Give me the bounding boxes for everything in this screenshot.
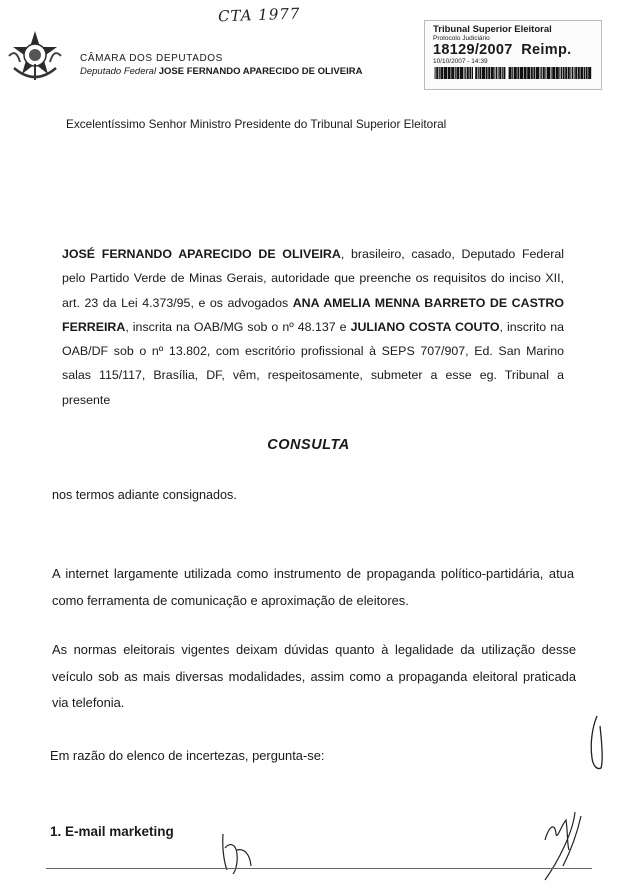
deputy-name: JOSE FERNANDO APARECIDO DE OLIVEIRA: [158, 66, 363, 77]
intro-text-1: , brasileiro, casado, Deputado Federal pelo Partido Verde de Minas Gerais, autoridade que preenche os requisitos do inciso XII, art. 23 da Lei 4.373/95, e os advogados: [62, 247, 564, 310]
paragraph-norms: As normas eleitorais vigentes deixam dúvidas quanto à legalidade da utilização desse veículo sob as mais diversas modalidades, assim como a propaganda eleitoral praticada via telefonia.: [52, 642, 576, 710]
barcode-icon: [433, 67, 593, 79]
stamp-timestamp: 10/10/2007 - 14:39: [433, 58, 488, 65]
stamp-court: Tribunal Superior Eleitoral: [433, 24, 552, 35]
deputy-prefix: Deputado Federal: [80, 66, 157, 77]
protocol-stamp: [424, 20, 602, 90]
intro-text-2: , inscrita na OAB/MG sob o nº 48.137 e: [125, 319, 351, 334]
terms-line: nos termos adiante consignados.: [52, 488, 237, 502]
letterhead: [80, 52, 362, 78]
lawyer-2-name: JULIANO COSTA COUTO: [350, 319, 500, 334]
paragraph-internet: A internet largamente utilizada como instrumento de propaganda político-partidária, atua como ferramenta de comunicação e aproximação de eleitores.: [52, 566, 574, 608]
handwritten-case-note: CTA 1977: [217, 4, 301, 26]
intro-text-3: , inscrito na OAB/DF sob o nº 13.802, com escritório profissional à SEPS 707/907, Ed. San Marino salas 115/117, Brasília, DF, vêm, respeitosamente, submeter a esse eg. Tribunal a presente: [62, 319, 564, 407]
petitioner-name: JOSÉ FERNANDO APARECIDO DE OLIVEIRA: [62, 247, 341, 261]
document-title: CONSULTA: [267, 437, 350, 453]
deputy-line: [80, 65, 362, 78]
margin-bracket-mark: [585, 714, 609, 772]
bottom-divider: [46, 868, 592, 869]
stamp-protocol-line: [433, 42, 593, 58]
chamber-name: CÂMARA DOS DEPUTADOS: [80, 53, 223, 64]
coat-of-arms-icon: [6, 28, 64, 84]
intro-paragraph: [62, 242, 564, 412]
paragraph-question-intro: Em razão do elenco de incertezas, pergunta-se:: [50, 748, 325, 763]
question-item-1: 1. E-mail marketing: [50, 824, 174, 839]
stamp-protocol-number: 18129/2007: [433, 42, 513, 58]
stamp-department: Protocolo Judiciário: [433, 35, 490, 42]
stamp-reprint: Reimp.: [521, 42, 572, 58]
addressee-line: Excelentíssimo Senhor Ministro Presidente do Tribunal Superior Eleitoral: [66, 117, 447, 131]
lawyer-1-name: ANA AMELIA MENNA BARRETO DE CASTRO FERREIRA: [62, 295, 564, 334]
initials-signature-2: [535, 804, 591, 882]
